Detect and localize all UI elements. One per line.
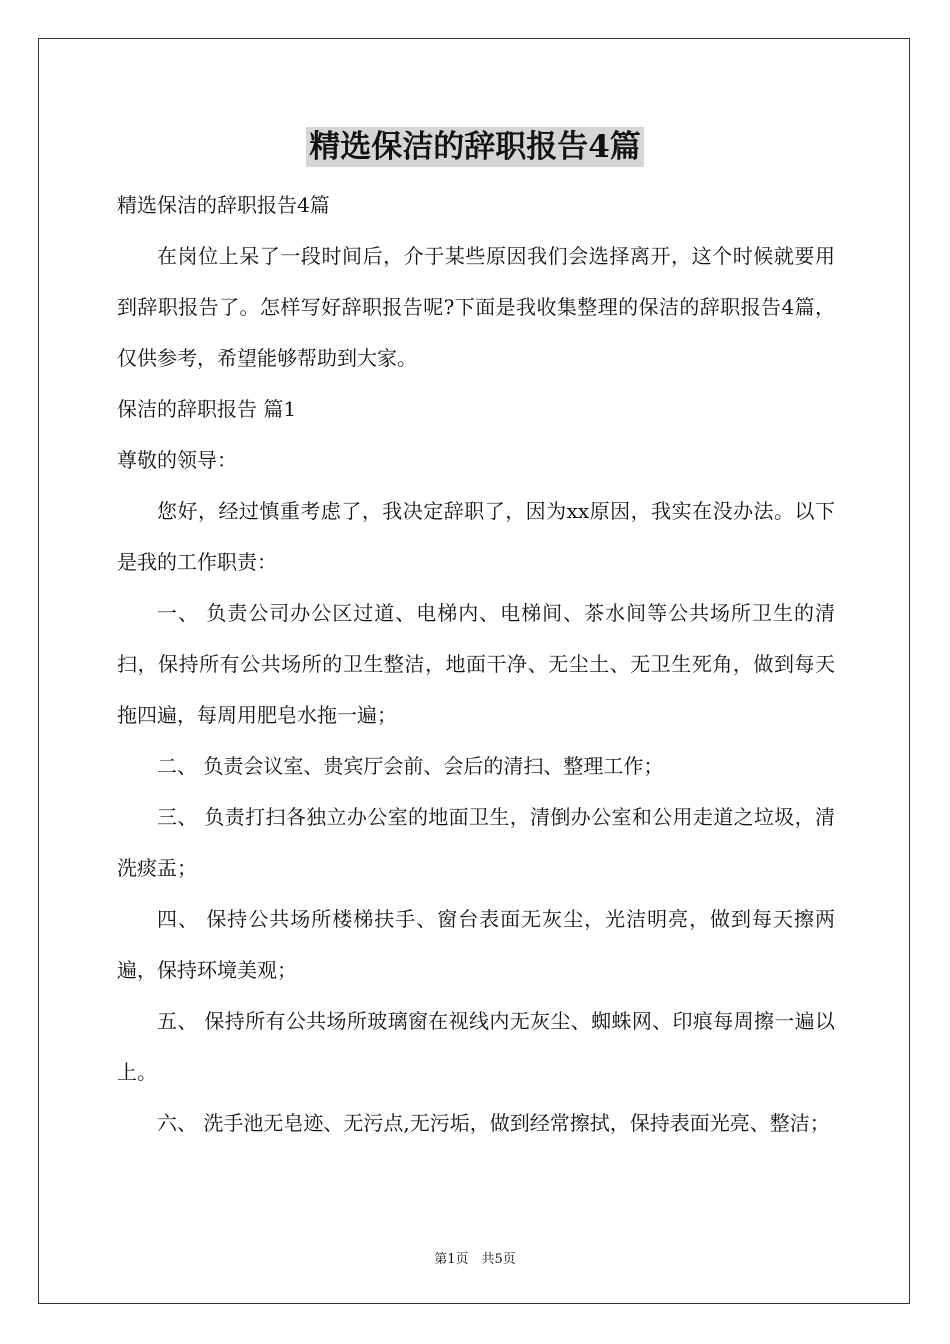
section-heading: 保洁的辞职报告 篇1 — [117, 397, 297, 421]
document-body — [117, 180, 835, 1149]
document-title-text: 精选保洁的辞职报告4篇 — [306, 127, 644, 167]
intro-paragraph: 在岗位上呆了一段时间后，介于某些原因我们会选择离开，这个时候就要用到辞职报告了。怎样写好辞职报告呢?下面是我收集整理的保洁的辞职报告4篇，仅供参考，希望能够帮助到大家。 — [117, 244, 835, 370]
document-title — [0, 124, 950, 170]
duty-item-4: 四、 保持公共场所楼梯扶手、窗台表面无灰尘，光洁明亮，做到每天擦两遍，保持环境美观； — [117, 907, 835, 982]
subtitle-line: 精选保洁的辞职报告4篇 — [117, 193, 330, 217]
duty-item-2: 二、 负责会议室、贵宾厅会前、会后的清扫、整理工作； — [157, 754, 664, 778]
page-number: 第1页 共5页 — [434, 1252, 516, 1267]
salutation: 尊敬的领导： — [117, 448, 237, 472]
duty-item-1: 一、 负责公司办公区过道、电梯内、电梯间、茶水间等公共场所卫生的清扫，保持所有公共场所的卫生整洁，地面干净、无尘土、无卫生死角，做到每天拖四遍，每周用肥皂水拖一遍； — [117, 601, 835, 727]
page-footer — [0, 1248, 950, 1267]
opening-paragraph: 您好，经过慎重考虑了，我决定辞职了，因为xx原因，我实在没办法。以下是我的工作职责： — [117, 499, 835, 574]
duty-item-3: 三、 负责打扫各独立办公室的地面卫生，清倒办公室和公用走道之垃圾，清洗痰盂； — [117, 805, 835, 880]
duty-item-6: 六、 洗手池无皂迹、无污点,无污垢，做到经常擦拭，保持表面光亮、整洁； — [157, 1111, 830, 1135]
duty-item-5: 五、 保持所有公共场所玻璃窗在视线内无灰尘、蜘蛛网、印痕每周擦一遍以上。 — [117, 1009, 835, 1084]
